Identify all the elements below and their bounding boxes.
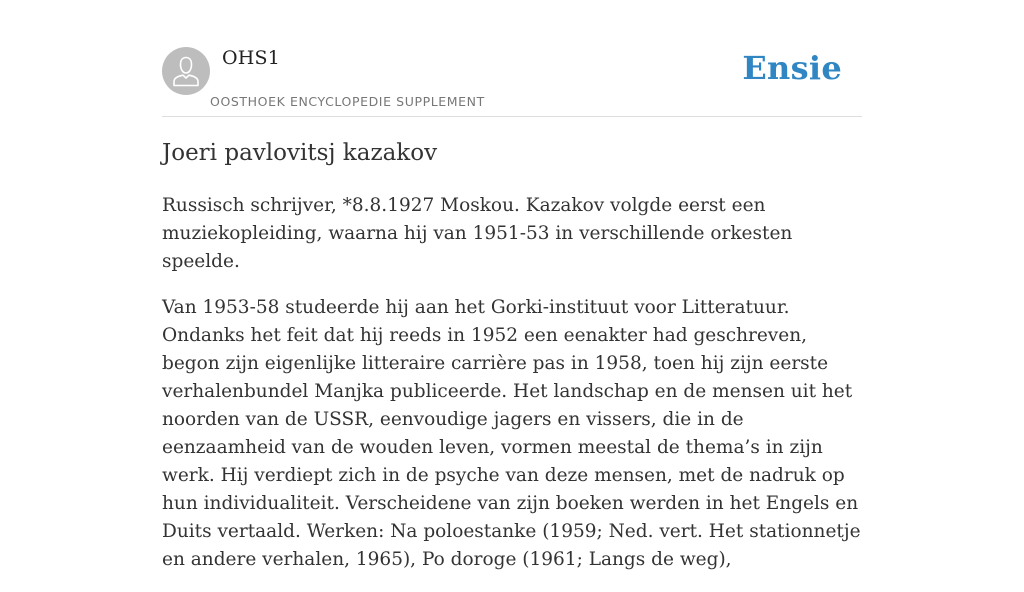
brand-logo[interactable]: Ensie: [742, 49, 842, 87]
article-title: Joeri pavlovitsj kazakov: [162, 140, 438, 166]
article-body: [162, 192, 868, 592]
user-silhouette-icon: [162, 47, 210, 95]
article-header: [162, 46, 862, 117]
article-paragraph: Russisch schrijver, *8.8.1927 Moskou. Kazakov volgde eerst een muziekopleiding, waarna hij van 1951-53 in verschillende orkesten speelde.: [162, 195, 793, 272]
avatar[interactable]: [162, 47, 210, 95]
source-label[interactable]: OOSTHOEK ENCYCLOPEDIE SUPPLEMENT: [210, 94, 485, 109]
author-name[interactable]: OHS1: [222, 47, 281, 69]
article-paragraph: Van 1953-58 studeerde hij aan het Gorki-instituut voor Litteratuur. Ondanks het feit dat hij reeds in 1952 een eenakter had geschreven, begon zijn eigenlijke litteraire carrière pas in 1958, toen hij zijn eerste verhalenbundel Manjka publiceerde. Het landschap en de mensen uit het noorden van de USSR, eenvoudige jagers en vissers, die in de eenzaamheid van de wouden leven, vormen meestal de thema’s in zijn werk. Hij verdiept zich in de psyche van deze mensen, met de nadruk op hun individualiteit. Verscheidene van zijn boeken werden in het Engels en Duits vertaald. Werken: Na poloestanke (1959; Ned. vert. Het stationnetje en andere verhalen, 1965), Po doroge (1961; Langs de weg),: [162, 297, 861, 570]
